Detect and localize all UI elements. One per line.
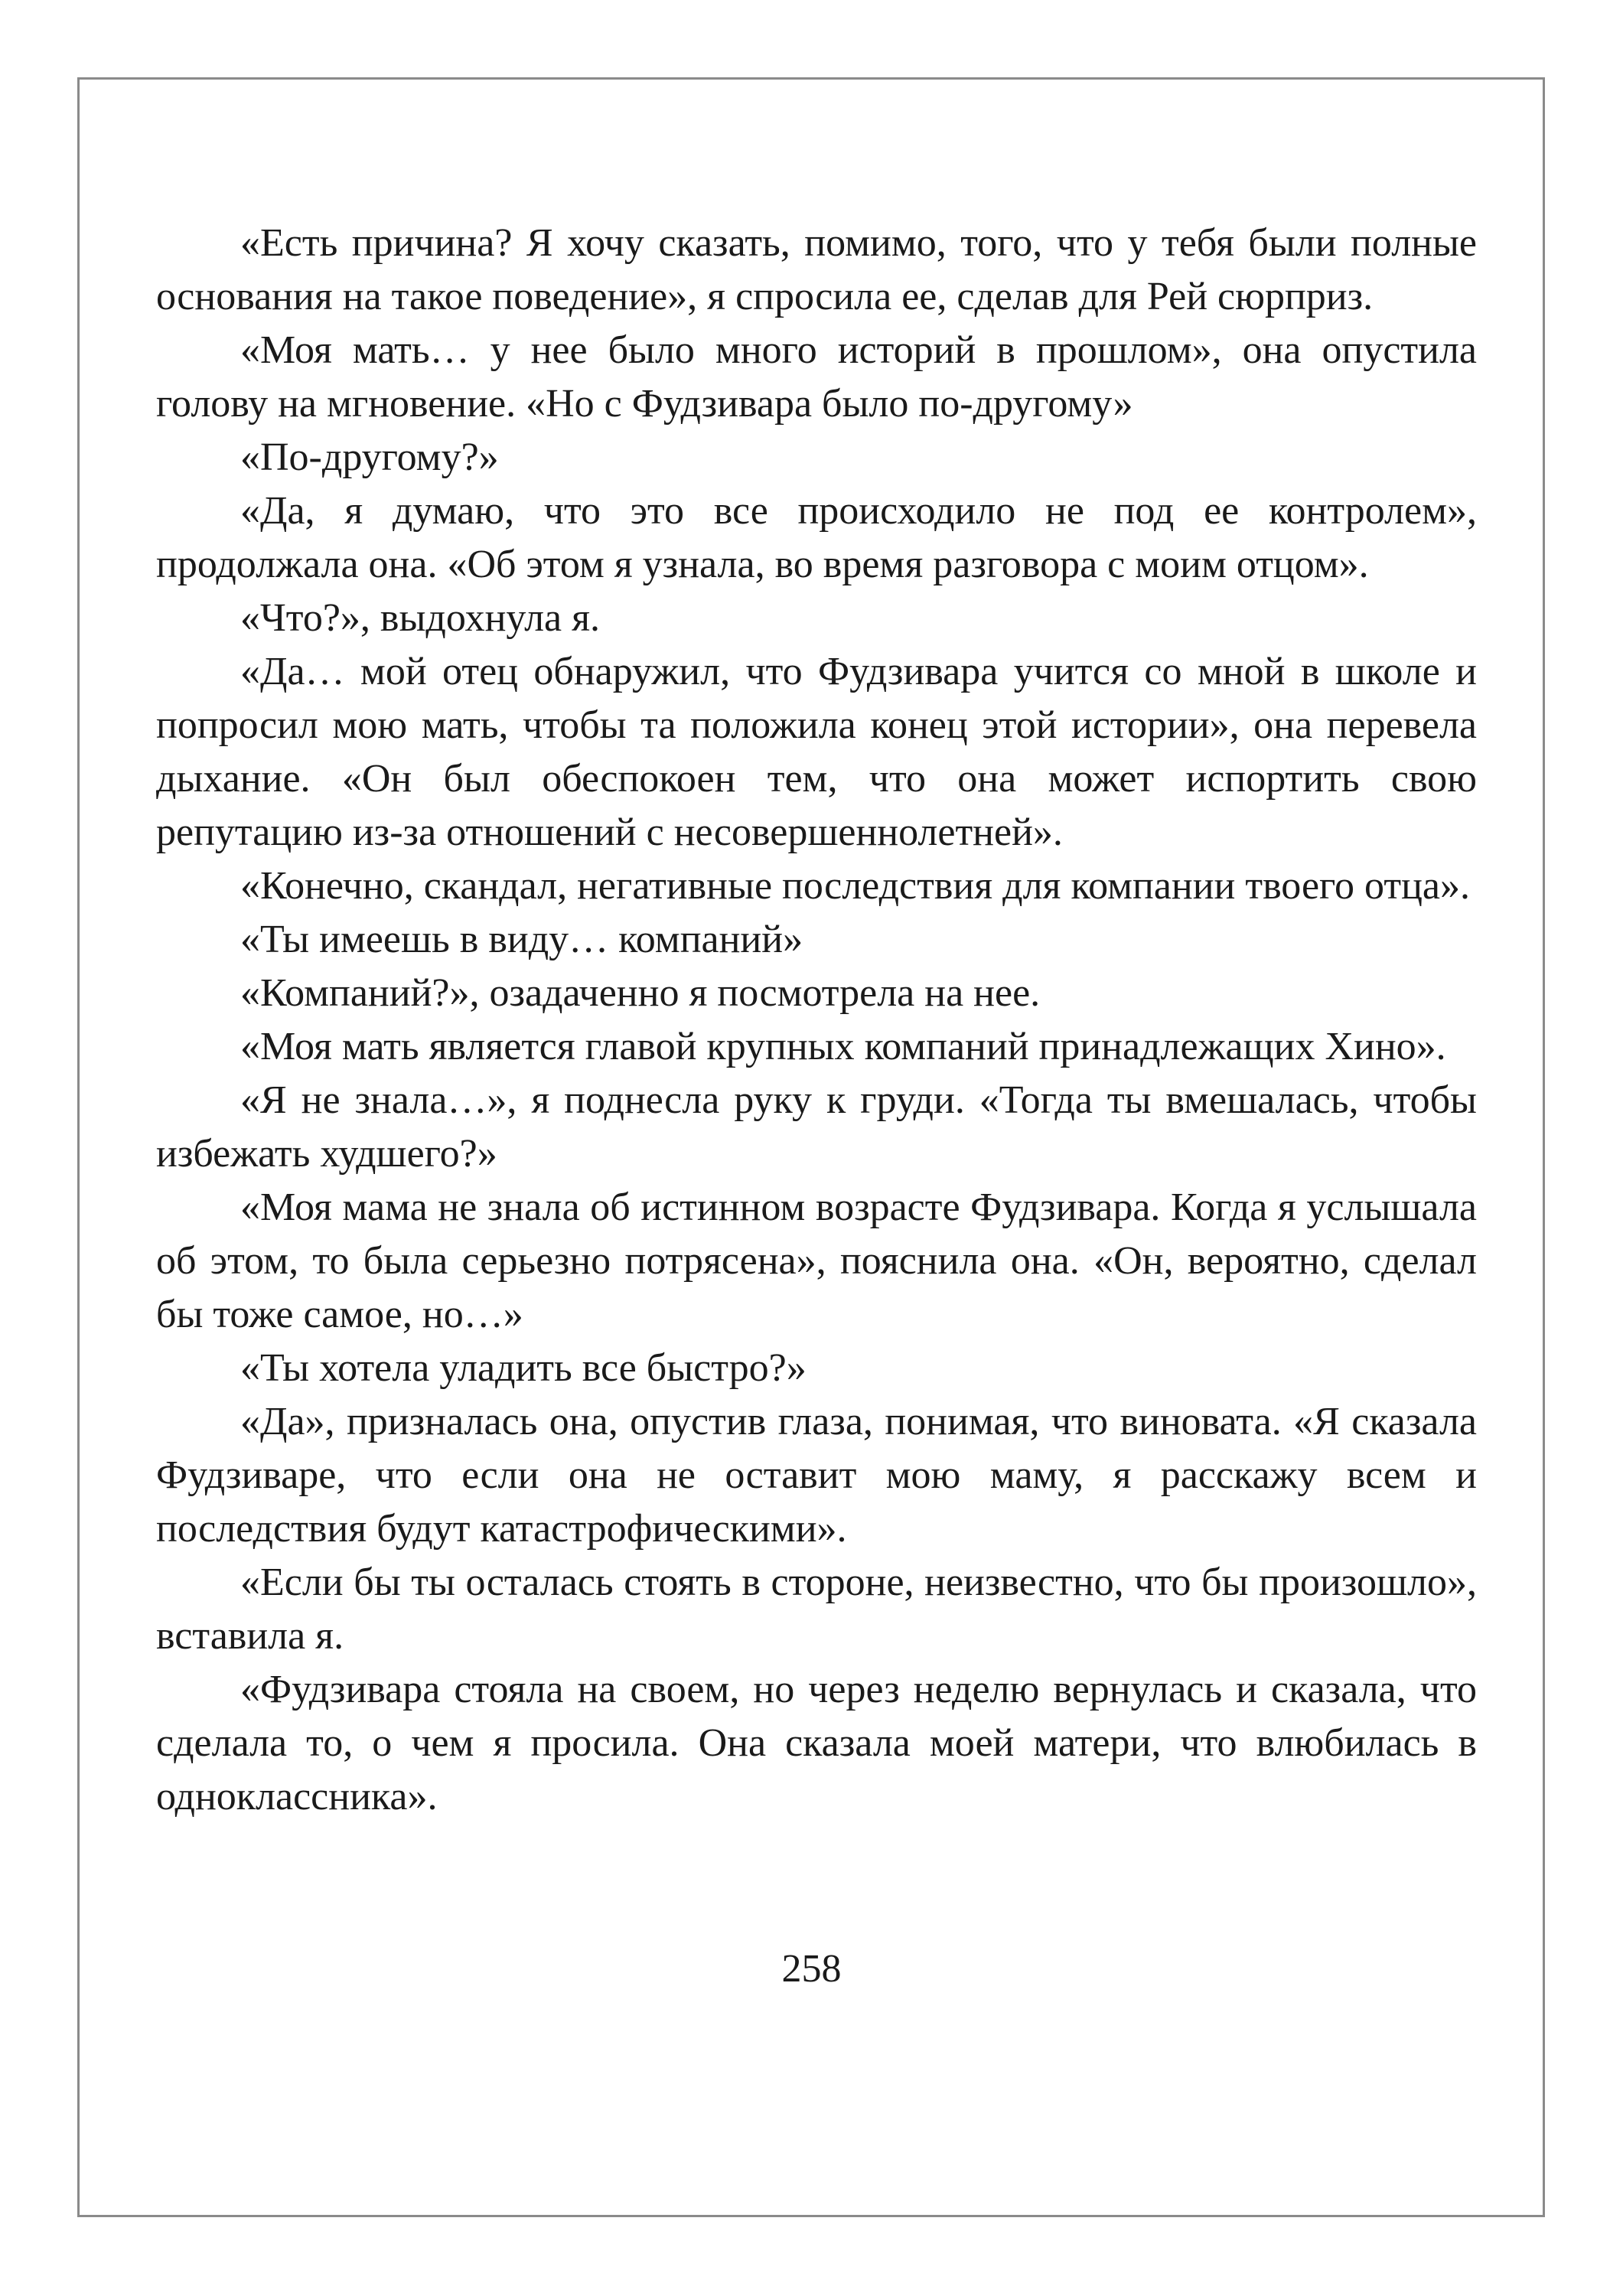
paragraph: «Моя мама не знала об истинном возрасте Фудзивара. Когда я услышала об этом, то была серьезно потрясена», пояснила она. «Он, вероятно, сделал бы тоже самое, но…»: [156, 1186, 1477, 1336]
paragraph: «Если бы ты осталась стоять в стороне, неизвестно, что бы произошло», вставила я.: [156, 1561, 1477, 1658]
paragraph: «Моя мать является главой крупных компаний принадлежащих Хино».: [240, 1025, 1446, 1068]
page-number: 258: [781, 1947, 842, 1991]
paragraph: «Моя мать… у нее было много историй в прошлом», она опустила голову на мгновение. «Но с Фудзивара было по-другому»: [156, 328, 1477, 426]
paragraph: «Ты имеешь в виду… компаний»: [240, 918, 803, 961]
paragraph: «По-другому?»: [240, 435, 499, 479]
paragraph: «Фудзивара стояла на своем, но через неделю вернулась и сказала, что сделала то, о чем я просила. Она сказала моей матери, что влюбилась в одноклассника».: [156, 1668, 1477, 1818]
paragraph: «Да… мой отец обнаружил, что Фудзивара учится со мной в школе и попросил мою мать, чтобы та положила конец этой истории», она перевела дыхание. «Он был обеспокоен тем, что она может испортить свою репутацию из-за отношений с несовершеннолетней».: [156, 650, 1477, 854]
paragraph: «Я не знала…», я поднесла руку к груди. «Тогда ты вмешалась, чтобы избежать худшего?»: [156, 1078, 1477, 1176]
paragraph: «Да», призналась она, опустив глаза, понимая, что виновата. «Я сказала Фудзиваре, что если она не оставит мою маму, я расскажу всем и последствия будут катастрофическими».: [156, 1400, 1477, 1551]
paragraph: «Есть причина? Я хочу сказать, помимо, того, что у тебя были полные основания на такое поведение», я спросила ее, сделав для Рей сюрприз.: [156, 221, 1477, 318]
paragraph: «Что?», выдохнула я.: [240, 596, 601, 640]
paragraph: «Конечно, скандал, негативные последствия для компании твоего отца».: [240, 864, 1470, 908]
book-text: [156, 217, 1477, 1824]
paragraph: «Ты хотела уладить все быстро?»: [240, 1346, 807, 1390]
paragraph: «Да, я думаю, что это все происходило не под ее контролем», продолжала она. «Об этом я узнала, во время разговора с моим отцом».: [156, 489, 1477, 586]
paragraph: «Компаний?», озадаченно я посмотрела на нее.: [240, 971, 1041, 1015]
